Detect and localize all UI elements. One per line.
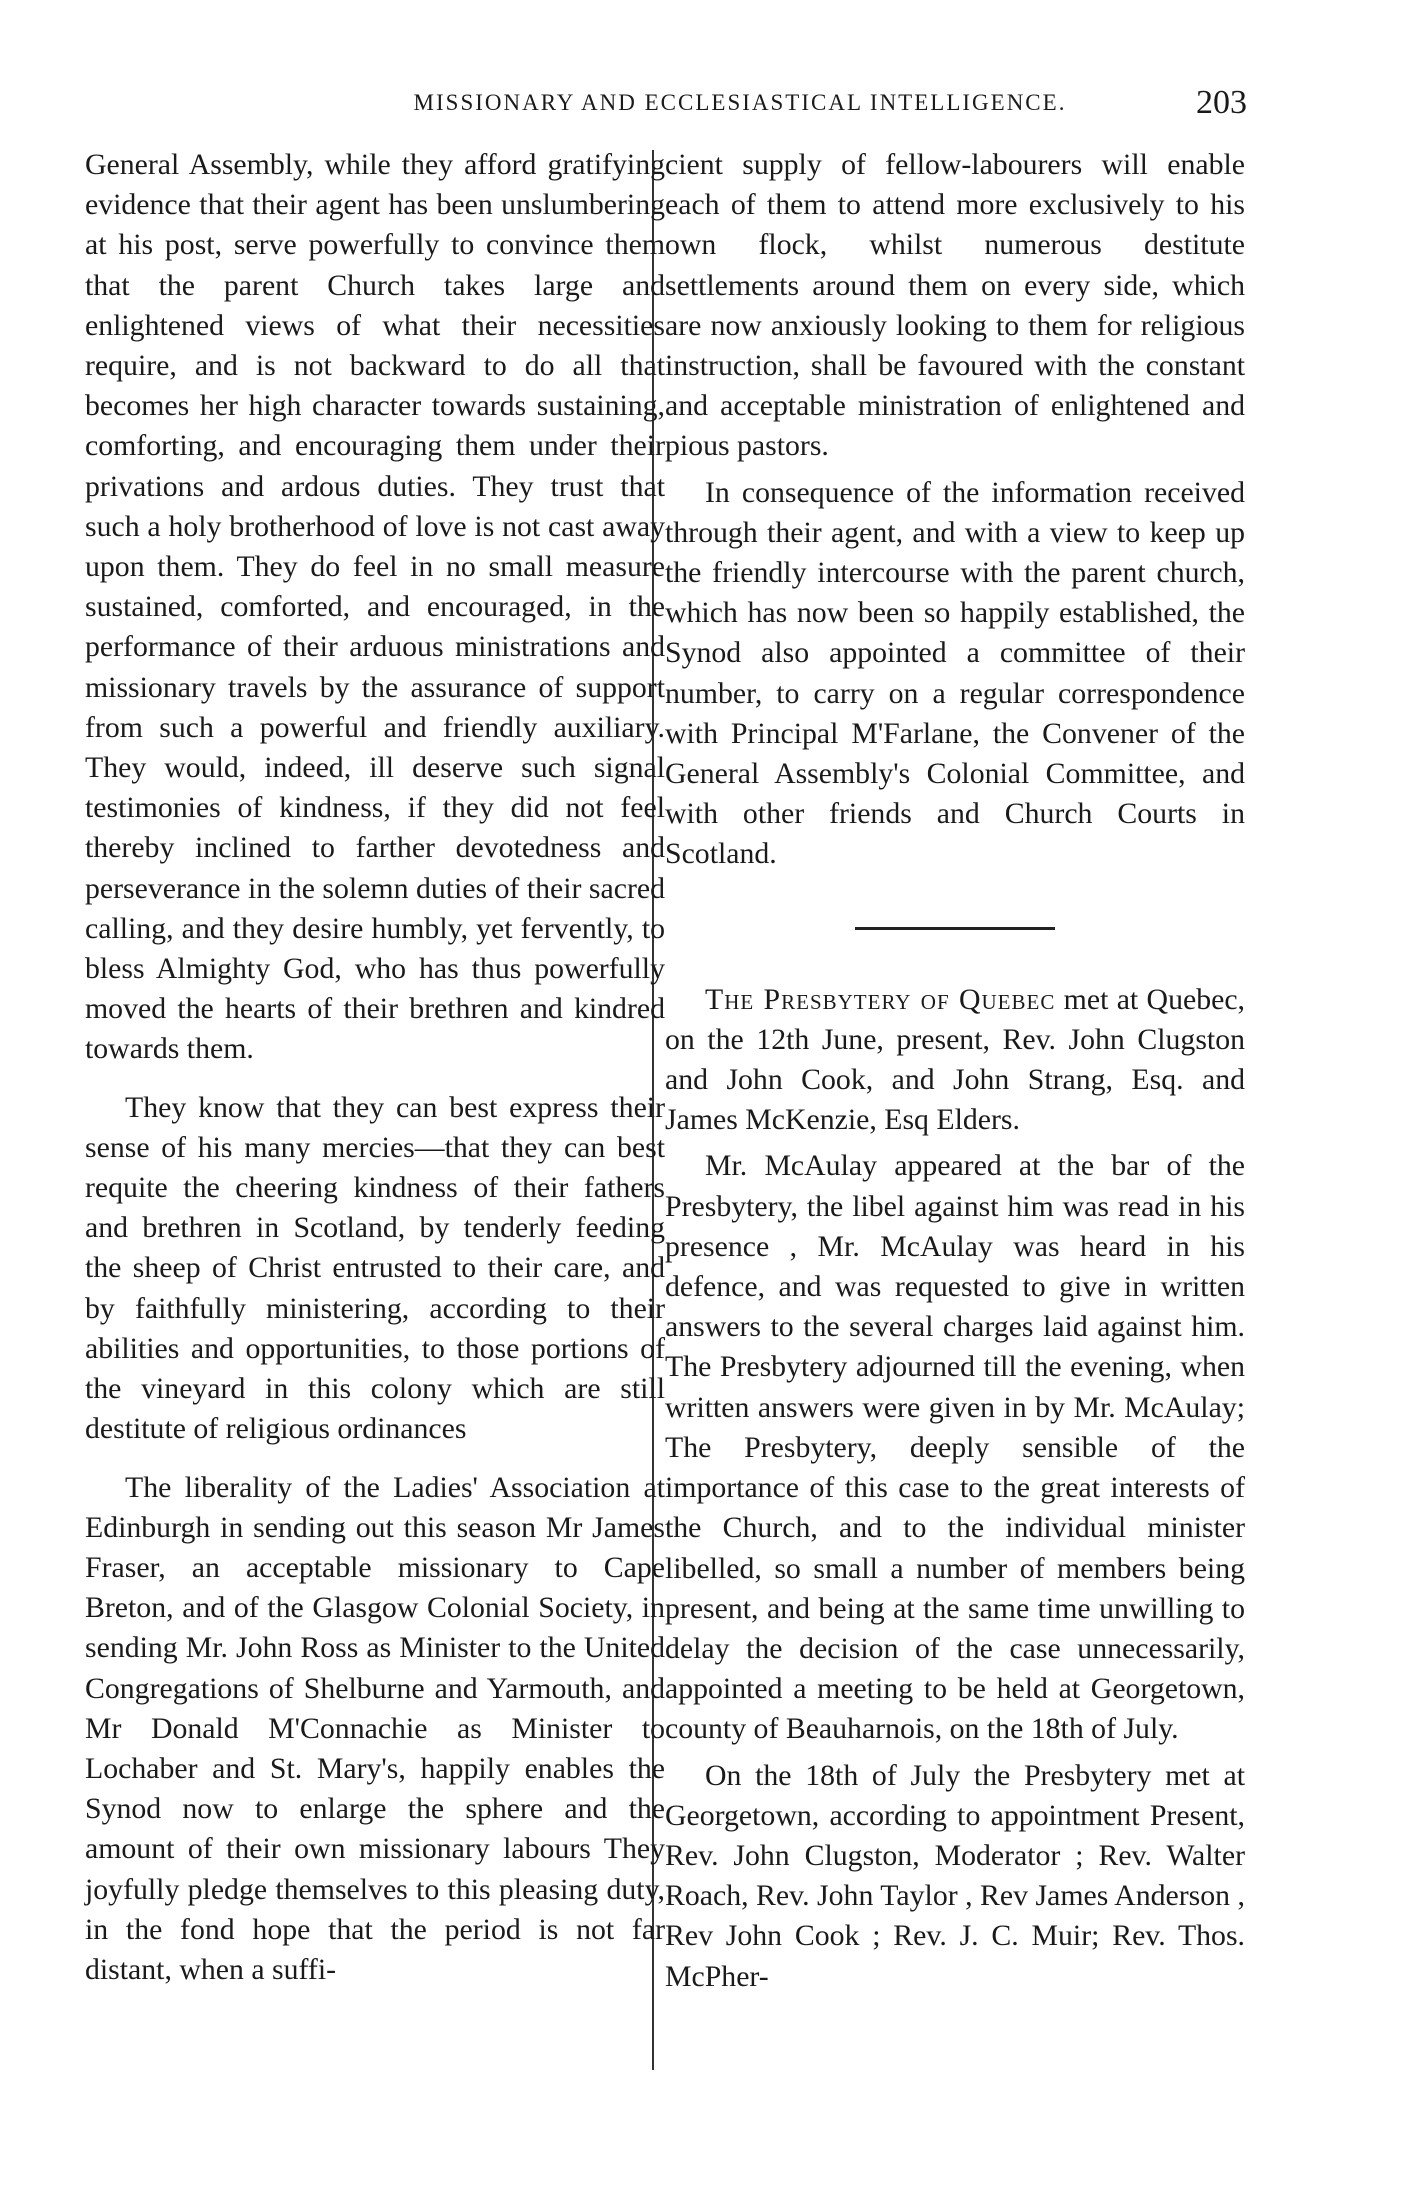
- presbytery-intro-text: met at Quebec, on the 12th June, present, Rev. John Clugston and John Cook, and John Strang, Esq. and James McKenzie, Esq Elders.: [665, 982, 1245, 1137]
- left-column: [85, 145, 665, 1990]
- right-paragraph-2: In consequence of the information received through their agent, and with a view to keep up the friendly intercourse with the parent church, which has now been so happily established, the Synod also appointed a committee of their number, to carry on a regular correspondence with Principal M'Farlane, the Convener of the General Assembly's Colonial Committee, and with other friends and Church Courts in Scotland.: [665, 475, 1245, 871]
- left-paragraph-2: They know that they can best express their sense of his many mercies—that they can best requite the cheering kindness of their fathers and brethren in Scotland, by tenderly feeding the sheep of Christ entrusted to their care, and by faithfully ministering, according to their abilities and opportunities, to those portions of the vineyard in this colony which are still destitute of religious ordinances: [85, 1090, 665, 1446]
- page-number: 203: [1196, 84, 1247, 121]
- section-separator: [855, 927, 1055, 930]
- presbytery-heading: The Presbytery of Quebec: [705, 982, 1056, 1016]
- right-paragraph-3: [665, 980, 1245, 1141]
- right-paragraph-5: On the 18th of July the Presbytery met at Georgetown, according to appointment Present, Rev. John Clugston, Moderator ; Rev. Walter Roach, Rev. John Taylor , Rev James Anderson , Rev John Cook ; Rev. J. C. Muir; Rev. Thos. McPher-: [665, 1758, 1245, 1993]
- right-paragraph-4: Mr. McAulay appeared at the bar of the Presbytery, the libel against him was read in his presence , Mr. McAulay was heard in his defence, and was requested to give in written answers to the several charges laid against him. The Presbytery adjourned till the evening, when written answers were given in by Mr. McAulay; The Presbytery, deeply sensible of the importance of this case to the great interests of the Church, and to the individual minister libelled, so small a number of members being present, and being at the same time unwilling to delay the decision of the case unnecessarily, appointed a meeting to be held at Georgetown, county of Beauharnois, on the 18th of July.: [665, 1149, 1245, 1746]
- right-paragraph-1: cient supply of fellow-labourers will enable each of them to attend more exclusively to his own flock, whilst numerous destitute settlements around them on every side, which are now anxiously looking to them for religious instruction, shall be favoured with the constant and acceptable ministration of enlightened and pious pastors.: [665, 148, 1245, 463]
- running-head: MISSIONARY AND ECCLESIASTICAL INTELLIGENCE.: [413, 90, 1067, 115]
- left-paragraph-1: General Assembly, while they afford gratifying evidence that their agent has been unslumbering at his post, serve powerfully to convince them that the parent Church takes large and enlightened views of what their necessities require, and is not backward to do all that becomes her high character towards sustaining, comforting, and encouraging them under their privations and ardous duties. They trust that such a holy brotherhood of love is not cast away upon them. They do feel in no small measure sustained, comforted, and encouraged, in the performance of their arduous ministrations and missionary travels by the assurance of support from such a powerful and friendly auxiliary. They would, indeed, ill deserve such signal testimonies of kindness, if they did not feel thereby inclined to farther devotedness and perseverance in the solemn duties of their sacred calling, and they desire humbly, yet fervently, to bless Almighty God, who has thus powerfully moved the hearts of their brethren and kindred towards them.: [85, 148, 665, 1066]
- right-column: [665, 145, 1245, 1997]
- left-paragraph-3: The liberality of the Ladies' Association at Edinburgh in sending out this season Mr James Fraser, an acceptable missionary to Cape Breton, and of the Glasgow Colonial Society, in sending Mr. John Ross as Minister to the United Congregations of Shelburne and Yarmouth, and Mr Donald M'Connachie as Minister to Lochaber and St. Mary's, happily enables the Synod now to enlarge the sphere and the amount of their own missionary labours They joyfully pledge themselves to this pleasing duty, in the fond hope that the period is not far distant, when a suffi-: [85, 1470, 665, 1986]
